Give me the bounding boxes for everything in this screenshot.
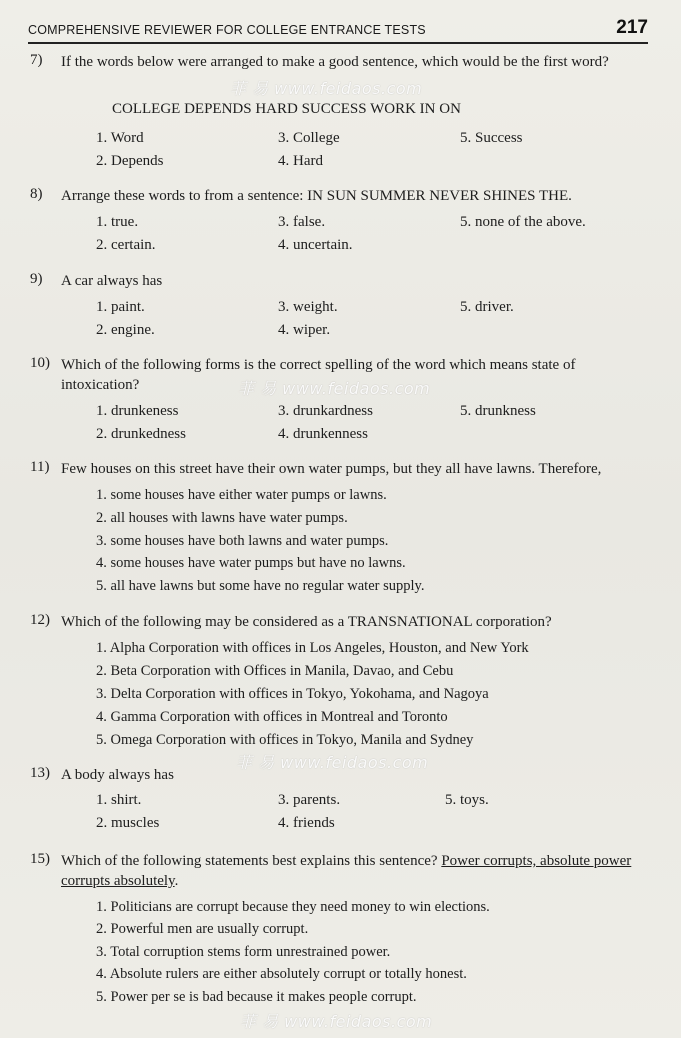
question-text: A car always has	[61, 273, 163, 289]
question-number: 10)	[30, 355, 50, 371]
option-4: 4. Gamma Corporation with offices in Montreal and Toronto	[96, 709, 448, 725]
option-4: 4. uncertain.	[278, 237, 353, 253]
option-4: 4. wiper.	[278, 322, 331, 338]
option-2: 2. certain.	[96, 237, 156, 253]
option-5: 5. driver.	[460, 299, 514, 315]
page-header	[28, 14, 648, 44]
option-5: 5. Omega Corporation with offices in Tokyo, Manila and Sydney	[96, 732, 474, 748]
question-number: 7)	[30, 52, 43, 68]
option-3: 3. weight.	[278, 299, 338, 315]
option-3: 3. false.	[278, 214, 326, 230]
option-1: 1. true.	[96, 214, 139, 230]
option-4: 4. drunkenness	[278, 426, 368, 442]
option-4: 4. Absolute rulers are either absolutely corrupt or totally honest.	[96, 966, 467, 982]
option-2: 2. all houses with lawns have water pumps.	[96, 510, 348, 526]
option-4: 4. some houses have water pumps but have no lawns.	[96, 555, 406, 571]
option-1: 1. Alpha Corporation with offices in Los Angeles, Houston, and New York	[96, 640, 529, 656]
question-text-plain: Which of the following statements best explains this sentence?	[61, 853, 442, 869]
option-4: 4. friends	[278, 815, 335, 831]
page-number: 217	[616, 17, 648, 38]
option-3: 3. College	[278, 130, 340, 146]
question-number: 13)	[30, 765, 50, 781]
question-number: 9)	[30, 271, 43, 287]
option-2: 2. drunkedness	[96, 426, 186, 442]
question-text: Few houses on this street have their own water pumps, but they all have lawns. Therefore,	[61, 461, 602, 477]
option-5: 5. Success	[460, 130, 523, 146]
question-text: If the words below were arranged to make a good sentence, which would be the first word?	[61, 54, 609, 70]
question-number: 11)	[30, 459, 50, 475]
question-text: Which of the following forms is the correct spelling of the word which means state of intoxication?	[61, 357, 576, 393]
option-1: 1. Word	[96, 130, 144, 146]
question-text	[61, 851, 651, 891]
question-number: 15)	[30, 851, 50, 867]
option-1: 1. Politicians are corrupt because they need money to win elections.	[96, 899, 490, 915]
question-number: 8)	[30, 186, 43, 202]
scrambled-words: COLLEGE DEPENDS HARD SUCCESS WORK IN ON	[112, 101, 461, 117]
option-5: 5. none of the above.	[460, 214, 586, 230]
option-5: 5. drunkness	[460, 403, 536, 419]
option-1: 1. some houses have either water pumps or lawns.	[96, 487, 387, 503]
option-2: 2. muscles	[96, 815, 160, 831]
question-text: Arrange these words to from a sentence: IN SUN SUMMER NEVER SHINES THE.	[61, 188, 572, 204]
quoted-sentence: Power corrupts, absolute power corrupts absolutely	[61, 853, 632, 889]
watermark: 菲 易 www.feidaos.com	[230, 79, 423, 98]
option-5: 5. toys.	[445, 792, 489, 808]
option-4: 4. Hard	[278, 153, 323, 169]
option-2: 2. engine.	[96, 322, 155, 338]
question-text: A body always has	[61, 767, 174, 783]
option-3: 3. Total corruption stems form unrestrained power.	[96, 944, 391, 960]
option-2: 2. Beta Corporation with Offices in Manila, Davao, and Cebu	[96, 663, 454, 679]
option-5: 5. Power per se is bad because it makes people corrupt.	[96, 989, 417, 1005]
option-1: 1. drunkeness	[96, 403, 179, 419]
question-number: 12)	[30, 612, 50, 628]
option-3: 3. some houses have both lawns and water pumps.	[96, 533, 389, 549]
option-5: 5. all have lawns but some have no regular water supply.	[96, 578, 425, 594]
option-1: 1. paint.	[96, 299, 145, 315]
option-2: 2. Depends	[96, 153, 164, 169]
watermark: 菲 易 www.feidaos.com	[240, 1012, 433, 1031]
question-text: Which of the following may be considered as a TRANSNATIONAL corporation?	[61, 614, 552, 630]
header-title: COMPREHENSIVE REVIEWER FOR COLLEGE ENTRANCE TESTS	[28, 23, 426, 37]
watermark: 菲 易 www.feidaos.com	[236, 753, 429, 772]
option-3: 3. parents.	[278, 792, 341, 808]
option-2: 2. Powerful men are usually corrupt.	[96, 921, 309, 937]
watermark: 菲 易 www.feidaos.com	[238, 379, 431, 398]
option-3: 3. Delta Corporation with offices in Tokyo, Yokohama, and Nagoya	[96, 686, 489, 702]
question-text-end: .	[174, 873, 179, 889]
option-1: 1. shirt.	[96, 792, 142, 808]
option-3: 3. drunkardness	[278, 403, 373, 419]
